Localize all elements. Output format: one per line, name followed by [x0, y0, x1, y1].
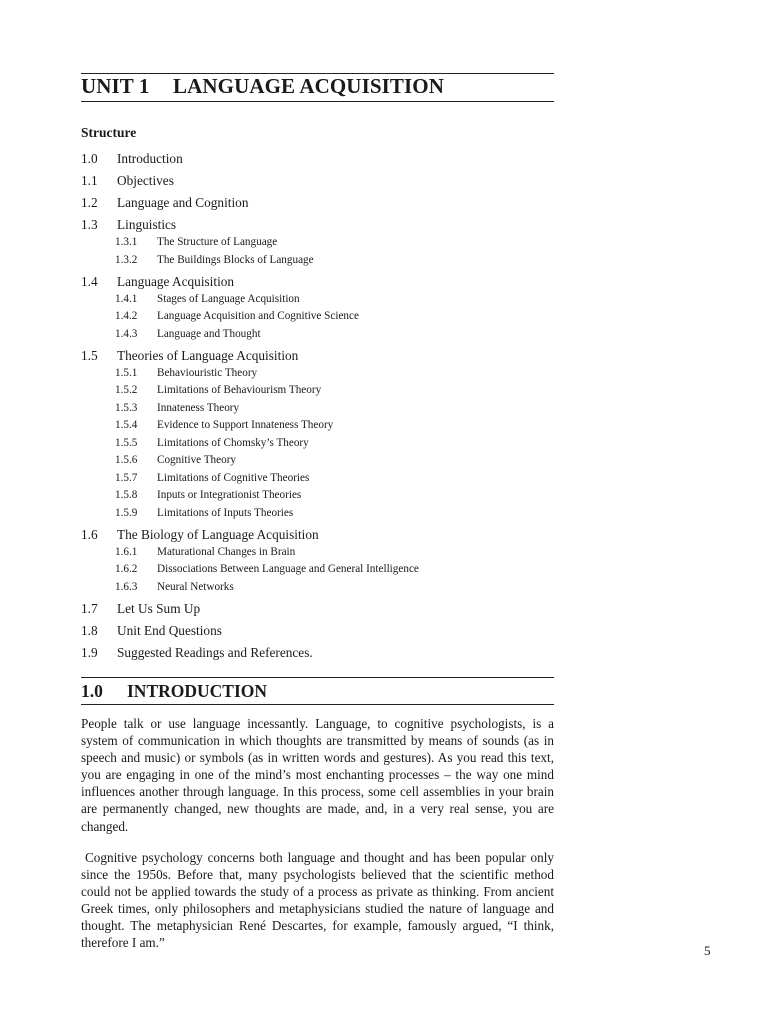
toc-item-title: The Buildings Blocks of Language [157, 254, 314, 266]
toc-item-title: Limitations of Cognitive Theories [157, 472, 310, 484]
toc-item-number: 1.3.1 [115, 236, 138, 248]
toc-item-number: 1.6 [81, 527, 98, 542]
toc-item-title: Limitations of Behaviourism Theory [157, 384, 322, 396]
toc-item-number: 1.5.3 [115, 402, 138, 414]
section-title [81, 681, 267, 702]
toc-item-title: Inputs or Integrationist Theories [157, 489, 302, 501]
toc-item-title: The Structure of Language [157, 236, 278, 248]
paragraph-2: Cognitive psychology concerns both language and thought and has been popular only since the 1950s. Before that, many psychologists believed that the scientific method could not be applied towards the study of a process as private as thinking. From ancient Greek times, only philosophers and metaphysicians studied the nature of language and thought. The metaphysician René Descartes, for example, famously argued, “I think, therefore I am.” [81, 850, 554, 951]
structure-heading: Structure [81, 125, 137, 140]
toc-item-title: Language Acquisition and Cognitive Science [157, 310, 359, 322]
toc-item-number: 1.6.3 [115, 581, 138, 593]
toc-item-number: 1.5.9 [115, 507, 138, 519]
toc-item-number: 1.3.2 [115, 254, 138, 266]
section-title-text: INTRODUCTION [127, 681, 268, 701]
toc-item-number: 1.6.1 [115, 546, 138, 558]
toc-item-title: Evidence to Support Innateness Theory [157, 419, 334, 431]
toc-item-number: 1.8 [81, 623, 98, 638]
page-number: 5 [704, 943, 711, 958]
toc-item-title: Limitations of Chomsky’s Theory [157, 437, 309, 449]
toc-item-title: Theories of Language Acquisition [117, 348, 299, 363]
toc-item-number: 1.4 [81, 274, 98, 289]
toc-item-number: 1.5.2 [115, 384, 138, 396]
toc-item-number: 1.0 [81, 151, 98, 166]
toc-item-number: 1.5.7 [115, 472, 138, 484]
toc-item-number: 1.3 [81, 217, 98, 232]
toc-item-number: 1.6.2 [115, 563, 138, 575]
section-bottom-rule [81, 704, 554, 705]
toc-item-title: Language and Thought [157, 328, 261, 340]
toc-item-title: Language and Cognition [117, 195, 249, 210]
unit-title-rule [81, 101, 554, 102]
toc-item-title: Let Us Sum Up [117, 601, 201, 616]
toc-item-number: 1.5.4 [115, 419, 138, 431]
toc-item-title: Innateness Theory [157, 402, 240, 414]
unit-title [81, 74, 561, 99]
toc-item-number: 1.5.5 [115, 437, 138, 449]
toc-item-number: 1.1 [81, 173, 98, 188]
toc-item-title: Dissociations Between Language and General Intelligence [157, 563, 419, 575]
section-number: 1.0 [81, 681, 103, 701]
toc-item-number: 1.2 [81, 195, 98, 210]
toc-item-title: Introduction [117, 151, 183, 166]
unit-title-text: LANGUAGE ACQUISITION [173, 74, 444, 98]
toc-item-title: Linguistics [117, 217, 177, 232]
toc-item-number: 1.4.2 [115, 310, 138, 322]
toc-item-number: 1.4.1 [115, 293, 138, 305]
toc-item-title: Objectives [117, 173, 174, 188]
toc-item-number: 1.5.6 [115, 454, 138, 466]
toc-item-title: Stages of Language Acquisition [157, 293, 300, 305]
toc-item-number: 1.7 [81, 601, 98, 616]
section-top-rule [81, 677, 554, 678]
toc-item-number: 1.5.8 [115, 489, 138, 501]
unit-number: UNIT 1 [81, 74, 150, 98]
paragraph-1: People talk or use language incessantly. Language, to cognitive psychologists, is a system of communication in which thoughts are transmitted by means of sounds (as in speech and music) or symbols (as in written words and gestures). As you read this text, you are engaging in one of the mind’s most enchanting processes – the way one mind influences another through language. In this process, some cell assemblies in your brain are permanently changed, new thoughts are made, and, in a very real sense, you are changed. [81, 716, 554, 834]
toc-item-number: 1.9 [81, 645, 98, 660]
toc-item-number: 1.5 [81, 348, 98, 363]
toc-item-title: Suggested Readings and References. [117, 645, 313, 660]
toc-item-title: Maturational Changes in Brain [157, 546, 296, 558]
toc-item-title: Behaviouristic Theory [157, 367, 258, 379]
toc-item-number: 1.5.1 [115, 367, 138, 379]
toc-item-title: Limitations of Inputs Theories [157, 507, 294, 519]
toc-item-title: Unit End Questions [117, 623, 222, 638]
toc-item-number: 1.4.3 [115, 328, 138, 340]
toc-item-title: Cognitive Theory [157, 454, 237, 466]
toc-item-title: Language Acquisition [117, 274, 235, 289]
toc-item-title: Neural Networks [157, 581, 234, 593]
toc-item-title: The Biology of Language Acquisition [117, 527, 319, 542]
